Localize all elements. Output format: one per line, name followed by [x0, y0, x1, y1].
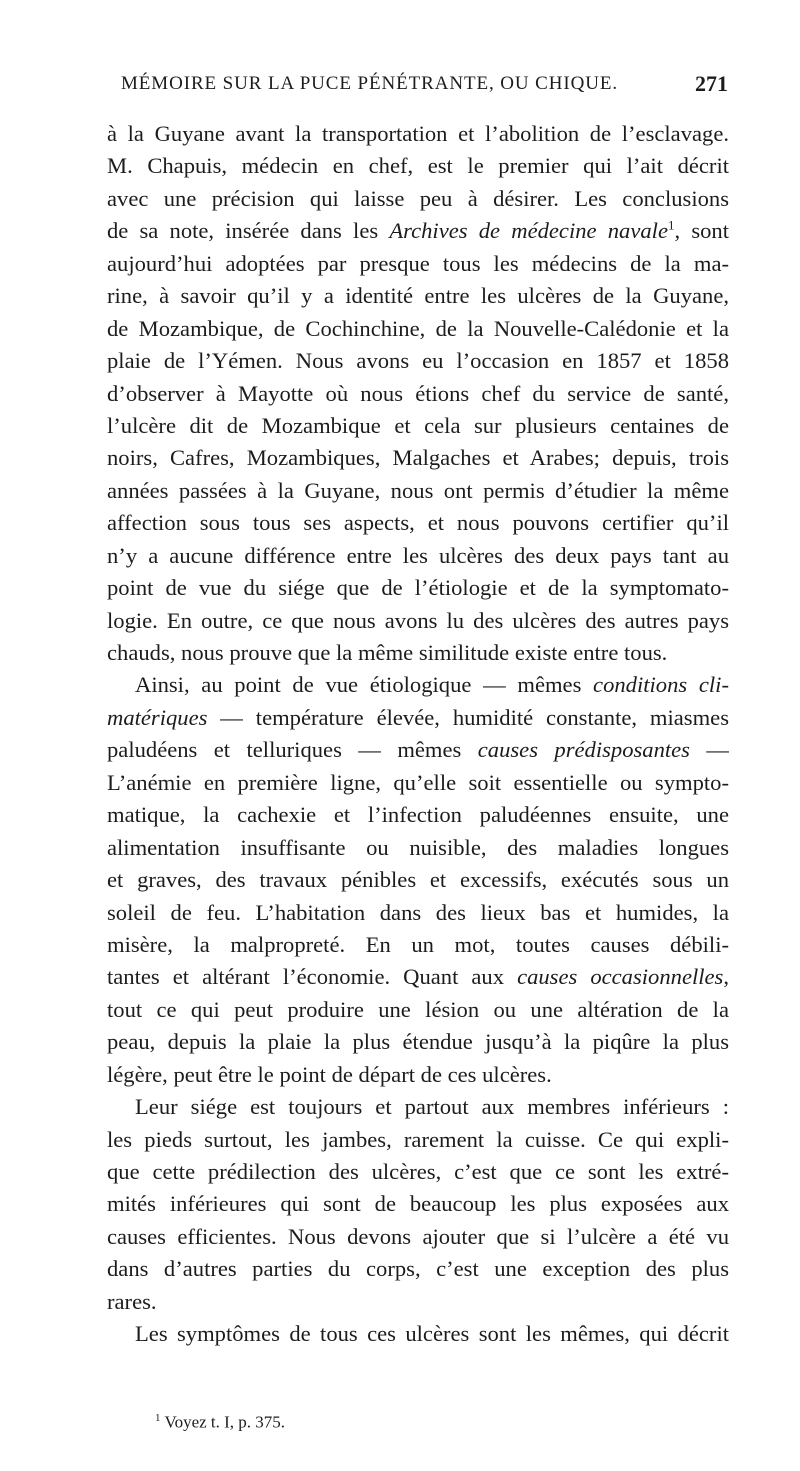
text-line	[107, 799, 729, 831]
text-span: aujourd’hui adoptées par presque tous les médecins de la ma-	[107, 250, 729, 276]
text-line	[107, 1156, 729, 1188]
italic-span: conditions cli-	[593, 672, 729, 698]
text-line	[107, 832, 729, 864]
text-line	[107, 345, 729, 377]
text-line	[107, 475, 729, 507]
text-line	[107, 864, 729, 896]
text-span: causes efficientes. Nous devons ajouter que si l’ulcère a été vu	[107, 1223, 729, 1249]
text-line	[107, 1253, 729, 1285]
text-line	[107, 410, 729, 442]
text-line	[107, 1188, 729, 1220]
body-text	[107, 118, 729, 1351]
footnote-marker: 1	[155, 1412, 161, 1424]
text-line	[107, 929, 729, 961]
text-line	[107, 702, 729, 734]
text-line	[107, 605, 729, 637]
text-span: paludéens et telluriques — mêmes	[107, 737, 478, 763]
text-line	[107, 215, 729, 247]
text-span: M. Chapuis, médecin en chef, est le premier qui l’ait décrit	[107, 153, 729, 179]
text-span: plaie de l’Yémen. Nous avons eu l’occasion en 1857 et 1858	[107, 348, 729, 374]
text-span: alimentation insuffisante ou nuisible, des maladies longues	[107, 834, 729, 860]
text-span: dans d’autres parties du corps, c’est une exception des plus	[107, 1256, 729, 1282]
text-span: matique, la cachexie et l’infection paludéennes ensuite, une	[107, 802, 729, 828]
text-span: tantes et altérant l’économie. Quant aux	[107, 964, 518, 990]
text-line	[107, 183, 729, 215]
text-span: — température élevée, humidité constante, miasmes	[207, 704, 729, 730]
text-line	[107, 572, 729, 604]
text-span: soleil de feu. L’habitation dans des lieux bas et humides, la	[107, 899, 729, 925]
text-span: que cette prédilection des ulcères, c’est que ce sont les extré-	[107, 1159, 729, 1184]
text-span: point de vue du siége que de l’étiologie et de la symptomato-	[107, 575, 729, 601]
text-line	[107, 118, 729, 150]
running-title: MÉMOIRE SUR LA PUCE PÉNÉTRANTE, OU CHIQUE.	[121, 73, 618, 94]
text-line	[107, 1221, 729, 1253]
text-line	[107, 1091, 729, 1123]
text-span: tout ce qui peut produire une lésion ou une altération de la	[107, 996, 729, 1022]
text-span: années passées à la Guyane, nous ont permis d’étudier la même	[107, 477, 729, 503]
text-line	[107, 378, 729, 410]
running-head	[107, 70, 727, 100]
text-span: noirs, Cafres, Mozambiques, Malgaches et Arabes; depuis, trois	[107, 445, 729, 471]
text-span: mités inférieures qui sont de beaucoup les plus exposées aux	[107, 1191, 729, 1217]
text-line	[107, 669, 729, 701]
text-line	[107, 150, 729, 182]
italic-span: Archives de médecine navale	[389, 218, 668, 244]
italic-span: matériques	[107, 704, 208, 730]
text-span: légère, peut être le point de départ de ces ulcères.	[107, 1061, 552, 1087]
text-line	[107, 1059, 729, 1091]
text-line	[107, 1286, 729, 1318]
text-line	[107, 734, 729, 766]
text-line	[107, 248, 729, 280]
page-number: 271	[695, 71, 728, 96]
text-span: rine, à savoir qu’il y a identité entre les ulcères de la Guyane,	[107, 283, 729, 309]
italic-span: causes prédisposantes	[477, 737, 690, 763]
text-line	[107, 961, 729, 993]
text-span: ,	[723, 964, 729, 990]
text-line	[107, 280, 729, 312]
text-line	[107, 767, 729, 799]
text-span: L’anémie en première ligne, qu’elle soit essentielle ou sympto-	[107, 769, 729, 795]
italic-span: causes occasionnelles	[517, 964, 724, 990]
text-line	[107, 994, 729, 1026]
text-span: chauds, nous prouve que la même similitude existe entre tous.	[107, 640, 668, 665]
text-span: —	[689, 737, 729, 763]
text-line	[107, 540, 729, 572]
footnote	[155, 1412, 285, 1433]
text-line	[107, 313, 729, 345]
text-line	[107, 507, 729, 539]
book-page	[107, 0, 727, 1471]
text-span: n’y a aucune différence entre les ulcères des deux pays tant au	[107, 542, 729, 568]
text-span: à la Guyane avant la transportation et l’abolition de l’esclavage.	[107, 121, 729, 146]
text-span: et graves, des travaux pénibles et excessifs, exécutés sous un	[107, 867, 729, 893]
text-span: affection sous tous ses aspects, et nous pouvons certifier qu’il	[107, 510, 729, 536]
text-span: les pieds surtout, les jambes, rarement la cuisse. Ce qui expli-	[107, 1126, 729, 1152]
text-line	[107, 897, 729, 929]
text-span: , sont	[674, 218, 729, 244]
text-span: de sa note, insérée dans les	[107, 218, 390, 244]
text-span: avec une précision qui laisse peu à désirer. Les conclusions	[107, 185, 729, 211]
footnote-text: Voyez t. I, p. 375.	[164, 1412, 286, 1432]
text-line	[107, 1124, 729, 1156]
text-span: d’observer à Mayotte où nous étions chef du service de santé,	[107, 380, 729, 406]
text-span: peau, depuis la plaie la plus étendue jusqu’à la piqûre la plus	[107, 1029, 729, 1055]
text-span: misère, la malpropreté. En un mot, toutes causes débili-	[107, 931, 729, 957]
text-line	[107, 1318, 729, 1350]
text-span: Leur siége est toujours et partout aux membres inférieurs :	[135, 1094, 729, 1120]
text-span: l’ulcère dit de Mozambique et cela sur plusieurs centaines de	[107, 412, 729, 438]
text-span: rares.	[107, 1288, 157, 1314]
text-line	[107, 1026, 729, 1058]
footnote-ref: 1	[667, 217, 675, 233]
text-line	[107, 637, 729, 669]
text-span: de Mozambique, de Cochinchine, de la Nouvelle-Calédonie et la	[107, 315, 729, 341]
text-span: Les symptômes de tous ces ulcères sont les mêmes, qui décrit	[135, 1321, 729, 1347]
text-line	[107, 442, 729, 474]
text-span: Ainsi, au point de vue étiologique — mêmes	[135, 672, 594, 698]
text-span: logie. En outre, ce que nous avons lu des ulcères des autres pays	[107, 607, 729, 633]
